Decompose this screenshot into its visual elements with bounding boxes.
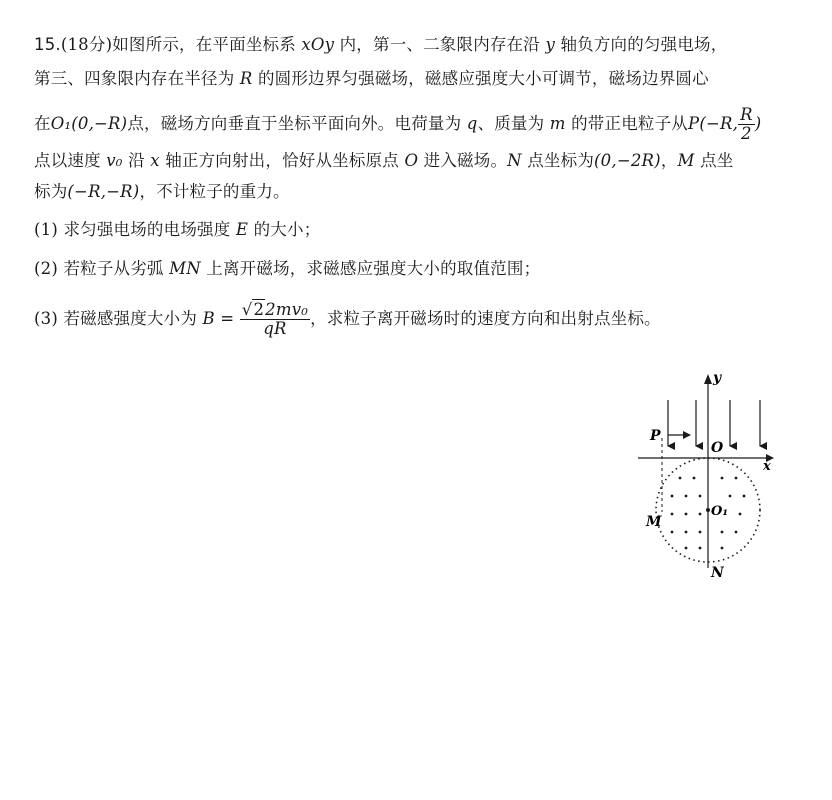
text-segment: 求匀强电场的电场强度	[63, 220, 231, 239]
text-segment: 标为	[34, 182, 68, 201]
text-segment: 点，磁场方向垂直于坐标平面向外。电荷量为	[127, 114, 462, 133]
label-x: x	[763, 459, 771, 474]
text-segment: 如图所示，在平面坐标系	[112, 35, 296, 54]
subquestion-label: (1)	[34, 220, 58, 239]
label-p: P	[650, 428, 661, 444]
label-o1: O₁	[711, 504, 729, 519]
question-score: (18分)	[60, 35, 113, 54]
variable-e: E	[235, 220, 249, 239]
text-segment: 点坐标为	[527, 151, 595, 170]
text-segment: 若磁感强度大小为	[63, 309, 198, 328]
variable-r: R	[239, 69, 253, 88]
text-segment: 在	[34, 114, 51, 133]
subquestion-label: (3)	[34, 309, 58, 328]
fraction-denominator: qR	[263, 319, 287, 338]
coord-o1: O₁(0,−R)	[50, 114, 128, 133]
text-segment: ，	[660, 151, 678, 170]
text-segment: 、质量为	[477, 114, 545, 133]
text-segment: 上离开磁场，求磁感应强度大小的取值范围；	[206, 259, 541, 278]
coord-m: (−R,−R)	[67, 182, 140, 201]
text-segment: 的带正电粒子从	[571, 114, 689, 133]
variable-m-point: M	[677, 151, 695, 170]
label-o: O	[711, 440, 724, 456]
sqrt-symbol: √	[241, 300, 253, 319]
variable-mn: MN	[169, 259, 201, 278]
subquestion-label: (2)	[34, 259, 58, 278]
text-segment: ，求粒子离开磁场时的速度方向和出射点坐标。	[310, 309, 661, 328]
variable-xoy: xOy	[301, 35, 335, 54]
variable-o: O	[404, 151, 419, 170]
variable-b: B =	[202, 309, 235, 328]
fraction-numerator-text: 2mv₀	[265, 300, 309, 319]
variable-n: N	[507, 151, 522, 170]
label-m: M	[646, 514, 662, 530]
center-point-o1	[706, 508, 710, 512]
text-segment: 点以速度	[34, 151, 101, 170]
fraction-numerator: R	[740, 105, 753, 124]
text-segment: 若粒子从劣弧	[63, 259, 164, 278]
text-segment: 的大小；	[253, 220, 321, 239]
variable-q: q	[466, 114, 478, 133]
text-segment: 的圆形边界匀强磁场，磁感应强度大小可调节，磁场边界圆心	[257, 69, 709, 88]
text-segment: ，不计粒子的重力。	[139, 182, 290, 201]
label-y: y	[713, 370, 722, 386]
question-number: 15.	[34, 35, 61, 54]
variable-y: y	[545, 35, 555, 54]
text-segment: 轴负方向的匀强电场，	[560, 35, 728, 54]
variable-m: m	[549, 114, 566, 133]
y-axis-arrow-icon	[704, 374, 712, 384]
text-segment: 进入磁场。	[423, 151, 508, 170]
coord-p: P(−R,	[688, 114, 739, 133]
variable-x: x	[150, 151, 160, 170]
text-segment: 轴正方向射出，恰好从坐标原点	[165, 151, 399, 170]
fraction-denominator: 2	[741, 124, 752, 143]
sqrt-radicand: 2	[253, 300, 265, 319]
text-segment: 点坐	[700, 151, 734, 170]
text-segment: 内，第一、二象限内存在沿	[339, 35, 540, 54]
label-n: N	[711, 565, 724, 581]
text-segment: 第三、四象限内存在半径为	[34, 69, 235, 88]
text-segment: 沿	[128, 151, 145, 170]
coord-n: (0,−2R)	[594, 151, 661, 170]
paren-close: )	[754, 114, 762, 133]
variable-v0: v₀	[106, 151, 123, 170]
